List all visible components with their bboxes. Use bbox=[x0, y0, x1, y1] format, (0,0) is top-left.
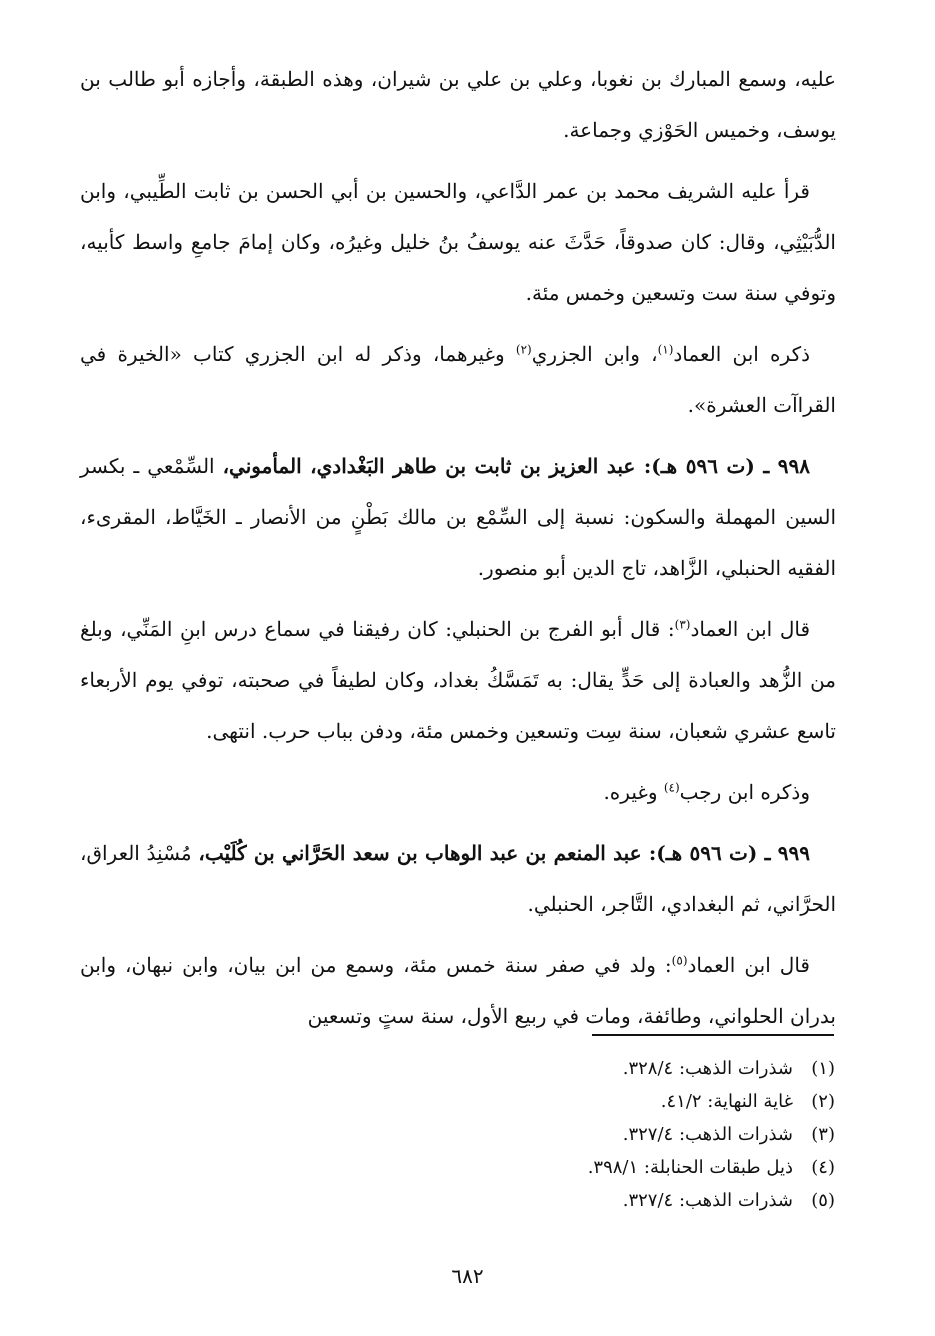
paragraph-6-text-a: وذكره ابن رجب bbox=[679, 780, 810, 804]
footnote-2-text: غاية النهاية: ٤١/٢. bbox=[660, 1091, 793, 1112]
entry-999-heading: ٩٩٩ ـ (ت ٥٩٦ هـ): عبد المنعم بن عبد الوهاب بن سعد الحَرَّاني بن كُلَيْب، bbox=[198, 841, 811, 865]
footnote-1 bbox=[335, 1052, 835, 1085]
footnote-1-text: شذرات الذهب: ٣٢٨/٤. bbox=[622, 1058, 793, 1079]
paragraph-3-text-b: ، وابن الجزري bbox=[531, 342, 658, 366]
paragraph-6-text-b: وغيره. bbox=[603, 780, 664, 804]
paragraph-5-text-b: : قال أبو الفرج بن الحنبلي: كان رفيقنا في سماع درس ابنِ المَنِّي، وبلغ من الزُّهد والعبادة إلى حَدٍّ يقال: به تَمَسَّكُ بغداد، وكان لطيفاً في صحبته، توفي يوم الأربعاء تاسع عشري شعبان، سنة سِت وتسعين وخمس مئة، ودفن بباب حرب. انتهى. bbox=[80, 617, 837, 743]
paragraph-8 bbox=[80, 940, 836, 1042]
paragraph-3-text-c: وغيرهما، وذكر له ابن الجزري كتاب «الخيرة في القراآت العشرة». bbox=[80, 342, 836, 417]
entry-998-text: السِّمْعي ـ بكسر السين المهملة والسكون: نسبة إلى السِّمْع بن مالك بَطْنٍ من الأنصار ـ الخَيَّاط، المقرىء، الفقيه الحنبلي، الزَّاهد، تاج الدين أبو منصور. bbox=[80, 454, 836, 580]
footnotes bbox=[335, 1052, 835, 1217]
page-body bbox=[80, 54, 836, 1052]
entry-998 bbox=[80, 441, 836, 594]
footnote-5-text: شذرات الذهب: ٣٢٧/٤. bbox=[622, 1190, 793, 1211]
footnote-4 bbox=[335, 1151, 835, 1184]
footnote-3-number: (٣) bbox=[811, 1124, 835, 1145]
paragraph-5-text-a: قال ابن العماد bbox=[690, 617, 811, 641]
footnote-ref-1: (١) bbox=[657, 342, 674, 357]
footnote-1-number: (١) bbox=[811, 1058, 835, 1079]
paragraph-1: عليه، وسمع المبارك بن نغوبا، وعلي بن علي بن شيران، وهذه الطبقة، وأجازه أبو طالب بن يوسف، وخميس الحَوْزي وجماعة. bbox=[80, 67, 836, 142]
footnote-ref-2: (٢) bbox=[515, 342, 532, 357]
entry-999 bbox=[80, 828, 836, 930]
paragraph-2: قرأ عليه الشريف محمد بن عمر الدَّاعي، والحسين بن أبي الحسن بن ثابت الطِّيبي، وابن الدُّبَيْثِي، وقال: كان صدوقاً، حَدَّثَ عنه يوسفُ بنُ خليل وغيرُه، وكان إمامَ جامعِ واسط كأبيه، وتوفي سنة ست وتسعين وخمس مئة. bbox=[80, 179, 836, 305]
paragraph-6 bbox=[80, 767, 836, 818]
entry-999-text: مُسْنِدُ العراق، الحرَّاني، ثم البغدادي، التَّاجر، الحنبلي. bbox=[80, 841, 836, 916]
paragraph-3 bbox=[80, 329, 836, 431]
footnote-3 bbox=[335, 1118, 835, 1151]
footnote-4-number: (٤) bbox=[811, 1157, 835, 1178]
paragraph-8-text-a: قال ابن العماد bbox=[687, 953, 810, 977]
footnote-5 bbox=[335, 1184, 835, 1217]
footnote-4-text: ذيل طبقات الحنابلة: ٣٩٨/١. bbox=[587, 1157, 793, 1178]
paragraph-3-text-a: ذكره ابن العماد bbox=[673, 342, 810, 366]
page-number: ٦٨٢ bbox=[451, 1264, 484, 1288]
footnote-separator bbox=[592, 1034, 834, 1036]
footnote-ref-5: (٥) bbox=[671, 953, 688, 968]
footnote-ref-4: (٤) bbox=[663, 780, 680, 795]
footnote-5-number: (٥) bbox=[811, 1190, 835, 1211]
footnote-2 bbox=[335, 1085, 835, 1118]
entry-998-heading: ٩٩٨ ـ (ت ٥٩٦ هـ): عبد العزيز بن ثابت بن طاهر البَغْدادي، المأموني، bbox=[222, 454, 811, 478]
paragraph-5 bbox=[80, 604, 836, 757]
footnote-ref-3: (٣) bbox=[674, 617, 691, 632]
paragraph-8-text-b: : ولد في صفر سنة خمس مئة، وسمع من ابن بيان، وابن نبهان، وابن بدران الحلواني، وطائفة، ومات في ربيع الأول، سنة ستٍ وتسعين bbox=[80, 953, 836, 1028]
footnote-2-number: (٢) bbox=[811, 1091, 835, 1112]
footnote-3-text: شذرات الذهب: ٣٢٧/٤. bbox=[622, 1124, 793, 1145]
